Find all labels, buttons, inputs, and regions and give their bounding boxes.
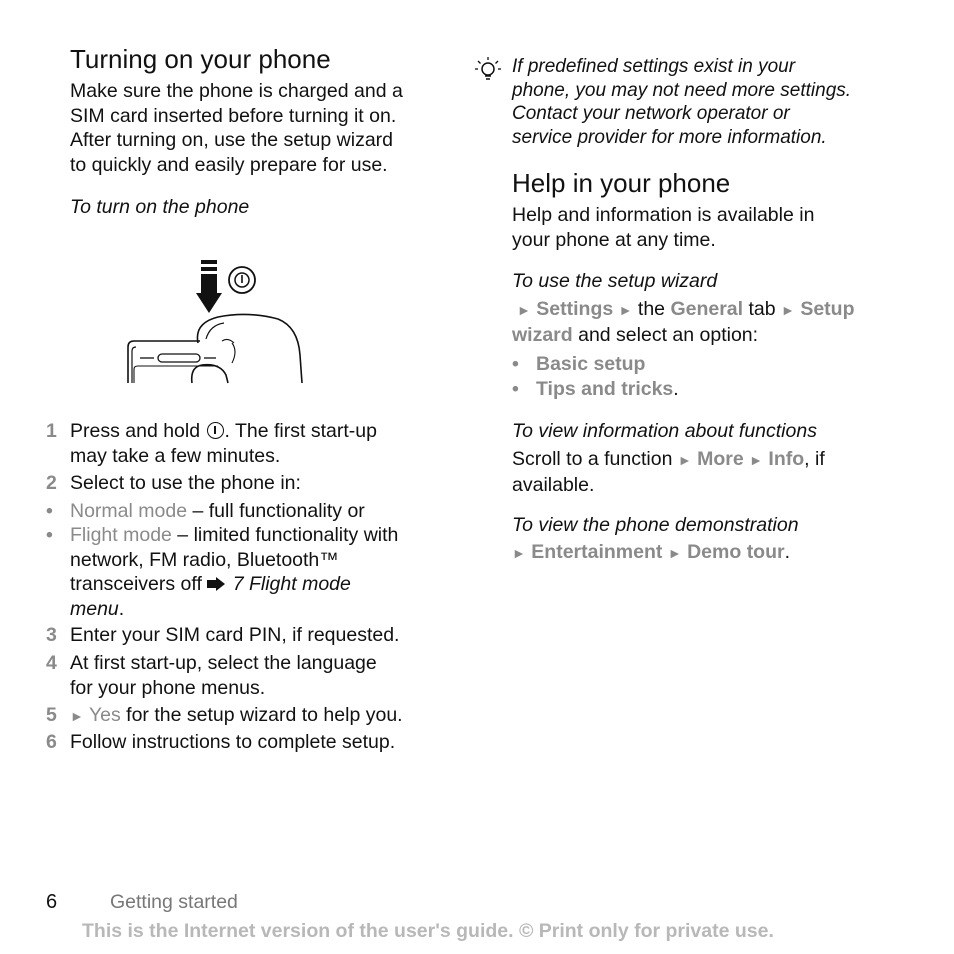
power-icon [207,422,224,439]
subheading-functions-info: To view information about functions [512,420,817,442]
bullet-mark: • [46,500,53,522]
setup-wizard-item: Setup [800,298,855,320]
setup-wizard-path [512,297,854,347]
see-also-arrow-icon [207,577,227,591]
arrow-icon: ► [677,452,692,468]
tip-line: service provider for more information. [512,126,827,148]
intro-line: Make sure the phone is charged and a [70,80,403,102]
cross-reference-link[interactable]: 7 Flight mode [232,573,351,595]
arrow-icon: ► [618,302,633,318]
step-number: 6 [46,731,57,753]
arrow-icon: ► [781,302,795,318]
arrow-icon: ► [749,452,763,468]
arrow-icon: ► [512,545,526,561]
help-intro-line: Help and information is available in [512,204,815,226]
step-text: . The first start-up [224,420,377,442]
setup-wizard-item-cont: wizard [512,323,573,346]
step-number: 4 [46,652,57,674]
page-number: 6 [46,891,58,913]
path-text: tab [743,298,782,320]
subheading-demo: To view the phone demonstration [512,514,799,536]
arrow-icon: ► [517,302,531,318]
bullet-text: transceivers off [70,573,202,595]
path-text: and select an option: [572,323,759,346]
section-name: Getting started [110,891,238,913]
step-text: may take a few minutes. [70,444,281,467]
step-text: for your phone menus. [70,676,266,699]
path-text: available. [512,473,595,496]
cross-reference-link-cont[interactable]: menu [70,597,119,620]
step-number: 2 [46,472,57,494]
path-text: the [632,298,671,320]
normal-mode-label: Normal mode [70,500,188,522]
path-text: , if [804,448,825,470]
tip-line: If predefined settings exist in your [512,56,796,77]
period: . [784,541,791,563]
tip-line: phone, you may not need more settings. [512,79,852,101]
subheading-turn-on: To turn on the phone [70,196,250,218]
basic-setup-option: Basic setup [536,353,646,375]
step-text: Follow instructions to complete setup. [70,731,396,753]
general-tab: General [670,298,744,320]
step-text: for the setup wizard to help you. [120,704,403,726]
arrow-icon: ► [70,708,84,724]
more-menu-item: More [697,448,744,470]
demo-tour-item: Demo tour [687,541,785,563]
section-title-turning-on: Turning on your phone [70,44,331,74]
intro-paragraph [70,79,403,177]
step-number: 1 [46,420,57,442]
intro-line: SIM card inserted before turning it on. [70,104,397,127]
bullet-text: network, FM radio, Bluetooth™ [70,548,339,571]
bullet-mark: • [512,378,519,400]
intro-line: to quickly and easily prepare for use. [70,153,388,176]
tip-note [512,55,851,149]
intro-line: After turning on, use the setup wizard [70,129,394,151]
tips-tricks-option: Tips and tricks [536,378,674,400]
help-intro-line: your phone at any time. [512,228,716,251]
entertainment-menu-item: Entertainment [531,541,663,563]
functions-info-path [512,447,825,497]
period: . [673,378,679,400]
tip-line: Contact your network operator or [512,103,790,124]
step-text: Press and hold [70,420,201,442]
step-text: Enter your SIM card PIN, if requested. [70,624,400,646]
subheading-setup-wizard: To use the setup wizard [512,270,718,292]
bullet-text: – full functionality or [187,500,365,522]
demo-path [512,540,790,566]
bullet-text: – limited functionality with [171,524,399,546]
lightbulb-tip-icon [474,56,502,84]
path-text: Scroll to a function [512,448,678,470]
info-menu-item: Info [768,448,805,470]
yes-option: Yes [88,704,121,726]
step-text: Select to use the phone in: [70,472,301,494]
flight-mode-label: Flight mode [70,524,172,546]
step-text: At first start-up, select the language [70,652,377,674]
bullet-mark: • [512,353,519,375]
power-button-illustration [120,255,320,385]
section-title-help: Help in your phone [512,168,731,198]
step-number: 3 [46,624,57,646]
step-number: 5 [46,704,57,726]
period: . [118,597,125,620]
settings-menu-item: Settings [536,298,614,320]
help-intro [512,203,814,252]
arrow-icon: ► [667,545,682,561]
copyright-notice: This is the Internet version of the user's guide. © Print only for private use. [82,920,774,942]
bullet-mark: • [46,524,53,546]
